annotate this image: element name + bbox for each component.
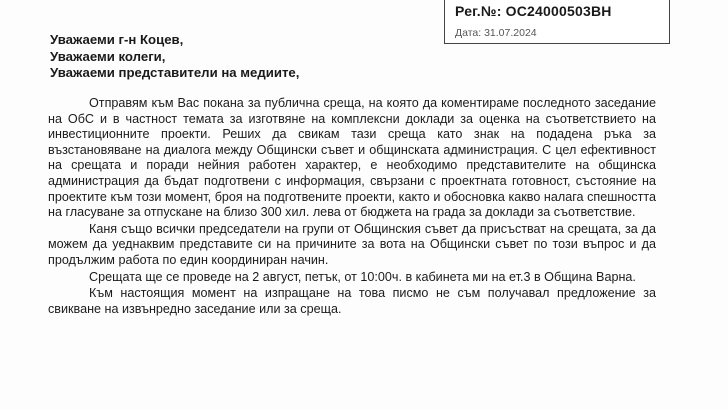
paragraph-meeting-time: Срещата ще се проведе на 2 август, петък, от 10:00ч. в кабинета ми на ет.3 в Община Варна. bbox=[89, 269, 636, 284]
paragraph-invitation: Отправям към Вас покана за публична среща, на която да коментираме последното заседание на ОбС и в частност темата за изготвяне на комплексни доклади за оценка на съответствието на инвестиционните проекти. Реших да свикам тази среща като знак на подадена ръка за възстановяване на диалога между Общински съвет и общинската администрация. С цел ефективност на срещата и поради нейния работен характер, е необходимо представителите на общинска администрация да бъдат подготвени с информация, свързани с проектната готовност, състояние на проектите към този момент, броя на подготвените проекти, както и обосновка какво налага спешността на гласуване за отпускане на близо 300 хил. лева от бюджета на града за доклади за съответствие. bbox=[48, 96, 656, 220]
paragraph-no-proposal: Към настоящия момент на изпращане на това писмо не съм получавал предложение за свикване на извънредно заседание или за среща. bbox=[48, 286, 656, 316]
registration-date: Дата: 31.07.2024 bbox=[455, 27, 537, 39]
greeting-block bbox=[50, 32, 299, 82]
registration-number: Рег.№: ОС24000503ВН bbox=[455, 3, 612, 19]
greeting-line: Уважаеми г-н Коцев, bbox=[50, 32, 184, 47]
greeting-line: Уважаеми колеги, bbox=[50, 48, 166, 64]
letter-body bbox=[48, 96, 656, 317]
registration-box bbox=[444, 0, 670, 44]
paragraph-group-leaders: Каня също всички председатели на групи от Общинския съвет да присъстват на срещата, за да можем да уеднаквим представите си на причините за вота на Общински съвет по този въпрос и да продължим работа по един координиран начин. bbox=[48, 221, 656, 267]
greeting-line: Уважаеми представители на медиите, bbox=[50, 65, 300, 80]
